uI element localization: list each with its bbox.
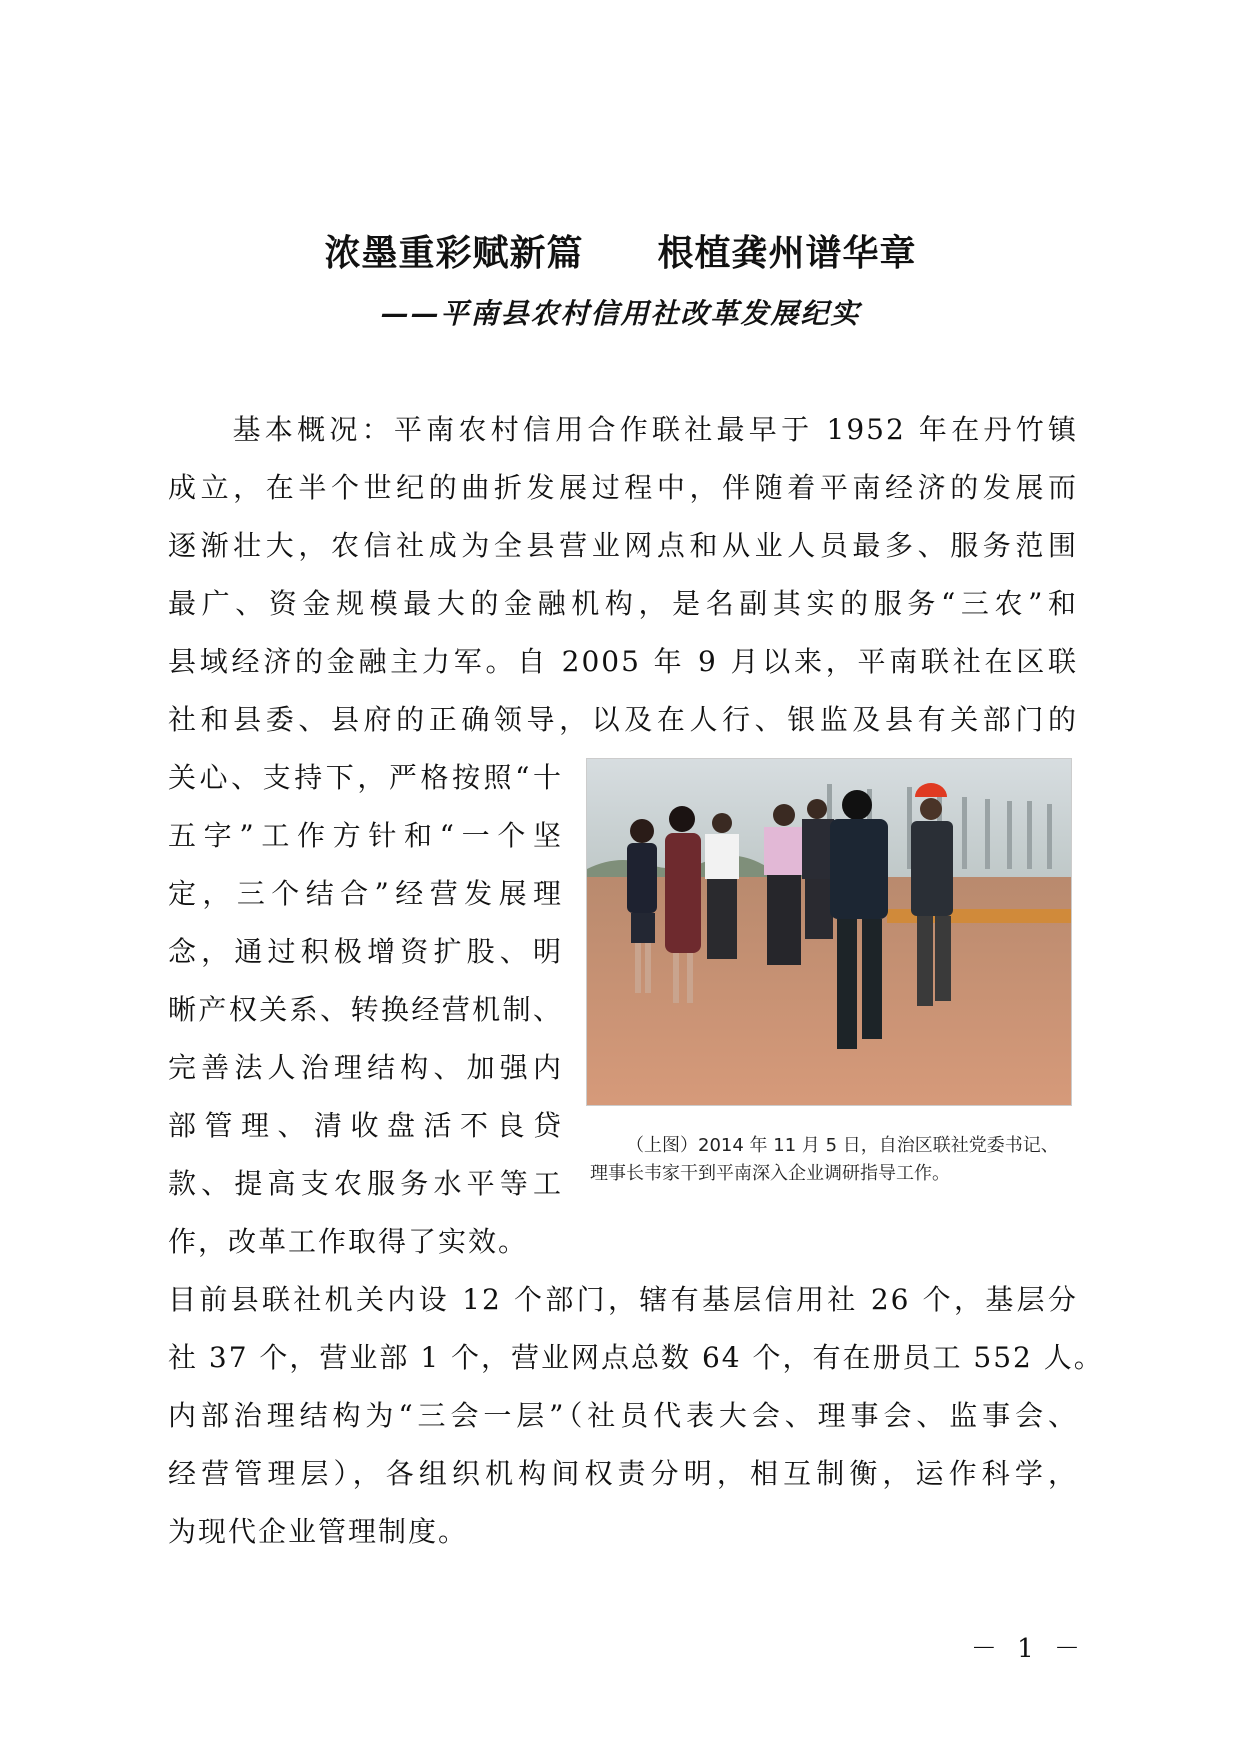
wrap-line: 款、提高支农服务水平等工 [168, 1167, 563, 1200]
paragraph-line: 目前县联社机关内设 12 个部门，辖有基层信用社 26 个，基层分 [168, 1283, 1078, 1316]
paragraph-line: 经营管理层），各组织机构间权责分明，相互制衡，运作科学， [168, 1457, 1078, 1490]
site-visit-photo [586, 758, 1072, 1106]
wrap-line: 部管理、清收盘活不良贷 [168, 1109, 563, 1142]
paragraph-line: 基本概况：平南农村信用合作联社最早于 1952 年在丹竹镇 [168, 413, 1078, 446]
paragraph-line: 成立，在半个世纪的曲折发展过程中，伴随着平南经济的发展而 [168, 471, 1078, 504]
page-subtitle: ——平南县农村信用社改革发展纪实 [380, 297, 861, 330]
paragraph-line: 为现代企业管理制度。 [168, 1515, 469, 1548]
paragraph-line: 最广、资金规模最大的金融机构，是名副其实的服务“三农”和 [168, 587, 1078, 620]
wrap-line: 晰产权关系、转换经营机制、 [168, 993, 563, 1026]
wrap-line: 完善法人治理结构、加强内 [168, 1051, 563, 1084]
paragraph-line: 社和县委、县府的正确领导，以及在人行、银监及县有关部门的 [168, 703, 1078, 736]
paragraph-line: 内部治理结构为“三会一层”（社员代表大会、理事会、监事会、 [168, 1399, 1078, 1432]
photo-caption: （上图）2014 年 11 月 5 日，自治区联社党委书记、理事长韦家干到平南深入企业调研指导工作。 [590, 1135, 1059, 1184]
wrap-line: 五字”工作方针和“一个坚 [168, 819, 563, 852]
wrap-line: 关心、支持下，严格按照“十 [168, 761, 563, 794]
paragraph-line: 逐渐壮大，农信社成为全县营业网点和从业人员最多、服务范围 [168, 529, 1078, 562]
page-title: 浓墨重彩赋新篇 根植龚州谱华章 [324, 233, 917, 274]
paragraph-line: 县域经济的金融主力军。自 2005 年 9 月以来，平南联社在区联 [168, 645, 1078, 678]
wrap-line: 定，三个结合”经营发展理 [168, 877, 563, 910]
paragraph-line: 社 37 个，营业部 1 个，营业网点总数 64 个，有在册员工 552 人。 [168, 1341, 1104, 1374]
page-number: － 1 － [970, 1634, 1086, 1664]
wrap-line: 念，通过积极增资扩股、明 [168, 935, 563, 968]
wrap-line: 作，改革工作取得了实效。 [168, 1225, 529, 1258]
